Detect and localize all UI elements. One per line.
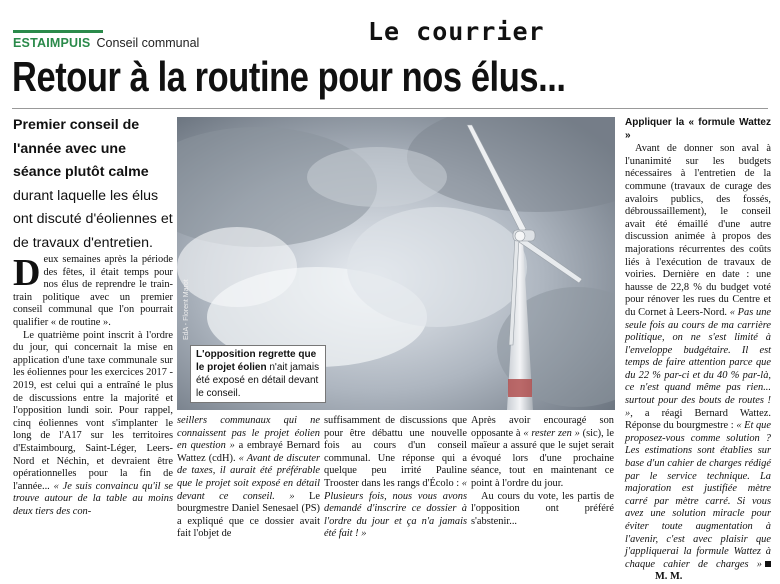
paragraph-3: Au cours du vote, les partis de l'opposition ont préféré s'abstenir...	[471, 490, 614, 527]
rubric-label: Conseil communal	[96, 36, 200, 50]
newspaper-name: Le courrier	[368, 17, 545, 46]
paragraph-2-part-1: Le quatrième point inscrit à l'ordre du jour, qui concernait la mise en application d'une taxe communale sur les éoliennes pour les exercices 2017 - 2019, est celui qui a entraîné le plus de discussions entre la majorité et l'opposition lundi soir. Pour rappel, cinq éoliennes vont s'implanter le long de l'A17 sur les territoires d'Estaimbourg, Saint-Léger, Leers-Nord et Néchin, et devraient être opérationnelles pour la fin de l'année... « Je suis convaincu qu'il se trouve autour de la table au moins deux tiers des con-	[13, 329, 173, 517]
kicker	[13, 36, 199, 50]
headline-divider	[12, 108, 768, 109]
headline: Retour à la routine pour nos élus...	[12, 53, 566, 100]
signature: M. M.	[655, 571, 683, 583]
lead-rest: durant laquelle les élus ont discuté d'éoliennes et de travaux d'entretien.	[13, 187, 173, 251]
article-column-2: seillers communaux qui ne connaissent pas le projet éolien en question » a embrayé Bernard Wattez (cdH). « Avant de discuter de taxes, il aurait été préférable que le projet soit exposé en détail devant ce conseil. » Le bourgmestre Daniel Senesael (PS) a expliqué que ce dossier avait fait l'objet de	[177, 415, 321, 540]
caption-bold: L'opposition regrette que le projet éolien	[196, 349, 317, 373]
section-rule	[13, 30, 103, 33]
paragraph-1: eux semaines après la période des fêtes, il était temps pour nos élus de reprendre le train-train politique avec un premier conseil communal que l'on pourrait qualifier « de routine ».	[13, 254, 173, 328]
caption-rest: n'ait jamais été exposé en détail devant le conseil.	[196, 362, 320, 399]
subheading: Appliquer la « formule Wattez »	[625, 117, 771, 141]
drop-cap: D	[13, 252, 41, 294]
lead-paragraph	[13, 114, 175, 255]
article-column-4: Après avoir encouragé son opposante à « rester zen » (sic), le maïeur a assuré que le sujet serait évoqué lors d'une prochaine séance, tout en maintenant ce point à l'ordre du jour. Au cours du vote, les partis de l'opposition ont préféré s'abstenir...	[471, 415, 614, 527]
photo-credit: EdA - Florent Marot	[183, 279, 190, 340]
article-column-5	[625, 117, 771, 584]
photo-caption	[190, 345, 326, 403]
article-column-3: suffisamment de discussions que pour être débattu une nouvelle fois au cours d'un conseil communal. Une réponse qui a quelque peu irrité Pauline Trooster dans les rangs d'Écolo : « Plusieurs fois, nous vous avons demandé d'inscrire ce dossier à l'ordre du jour et ça n'a jamais été fait ! »	[324, 415, 467, 540]
lead-bold: Premier conseil de l'année avec une séance plutôt calme	[13, 117, 149, 180]
location-label: ESTAIMPUIS	[13, 36, 91, 50]
article-column-1	[13, 254, 173, 518]
end-mark	[765, 561, 771, 567]
paragraph-4: Avant de donner son aval à l'unanimité sur les budgets nécessaires à l'entretien de la commune (travaux de curage des avaloirs publics, des fossés, débroussaillement), le conseil avait été émaillé d'une autre discussion animée à propos des majorations récurrentes des coûts liés à l'exécution de travaux de voiries. Dernière en date : une hausse de 22,8 % du budget voté pour rénover les rues du Centre et du Cornet à Leers-Nord. « Pas une seule fois au cours de ma carrière politique, on ne s'est limité à l'enveloppe budgétaire. Il est temps de faire attention parce que du 22 % par-ci et du 40 % par-là, ce n'est quand même pas rien... surtout pour des bouts de routes ! », a réagi Bernard Wattez. Réponse du bourgmestre : « Et que proposez-vous comme solution ? Les estimations sont établies sur base d'un cahier de charges rédigé par le service technique. La majoration est justifiée mètre carré par mètre carré. Si vous avez une solution miracle pour éviter toute augmentation à l'avenir, c'est avec plaisir que j'appliquerai la formule Wattez à chaque cahier de charges »M. M.	[625, 143, 771, 583]
